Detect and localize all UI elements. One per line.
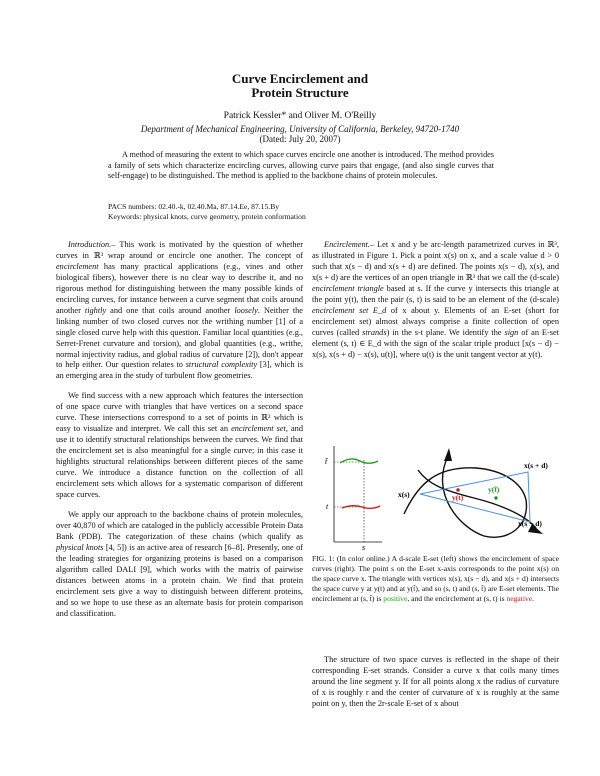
t-label: t xyxy=(326,502,329,511)
text-span: Let x and y be arc-length parametrized curves in ℝ³, as illustrated in Figure 1. Pick a point x(s) on x, and a scale value d > 0 such that x(s − d) and x(s + d) are defined. The points x(s − d), x(s), and x(s + d) are the vertices of an open triangle in ℝ³ that we call the (d-scale) xyxy=(312,240,559,282)
text-span: and one that coils around another xyxy=(106,305,235,315)
text-span: has many practical applications (e.g., vines and other biological fibers), however there is no clear way to describe it, and no rigorous method for distinguishing between the many possible kinds of encircling curves, for instance between a curve segment that coils around another xyxy=(56,261,303,315)
text-span: We apply our approach to the backbone chains of protein molecules, over 40,870 of which are cataloged in the publicly accessible Protein Data Bank (PDB). The categorization of these chains (which qualify as xyxy=(56,509,303,541)
label-x-s: x(s) xyxy=(398,490,410,499)
text-em: loosely xyxy=(234,305,258,315)
positive-word: positive xyxy=(383,594,408,603)
text-em: physical knots xyxy=(56,542,104,552)
text-span: [4, 5]) is an active area of research [6–8]. Presently, one of the leading strategies for organizing proteins is based on a comparison algorithm called DALI [9], which works with the matrix of pairwise distances between atoms in a protein chain. We find that protein encirclement sets give a way to distinguish between different proteins, and so we hope to use these as an alternate basis for protein comparison and classification. xyxy=(56,542,303,618)
text-em: tightly xyxy=(84,305,107,315)
negative-word: negative xyxy=(506,594,533,603)
text-span: of x about y. Elements of an E-set (short for encirclement set) almost always comprise a finite collection of open curves (called xyxy=(312,305,559,337)
label-x-s-plus-d: x(s + d) xyxy=(524,461,548,470)
authors: Patrick Kessler* and Oliver M. O'Reilly xyxy=(223,111,377,121)
encirclement-paragraph-2: The structure of two space curves is reflected in the shape of their corresponding E-set strands. Consider a curve x that coils many times around the line segment y. If for all points along x the radius of curvature of x is roughly r and the center of curvature of x is roughly at the same point on y, then the 2r-scale E-set of x about xyxy=(312,655,559,708)
text-em: sign xyxy=(504,327,519,337)
curve-y xyxy=(404,456,526,537)
curve-y-arrow xyxy=(444,448,452,461)
positive-strand xyxy=(340,459,378,463)
text-span: FIG. 1: (In color online.) A d-scale E-set (left) shows the encirclement of space curves (right). The point s on the E-set x-axis corresponds to the point x(s) on the space curve x. The triangle with vertices x(s), x(s − d), and x(s + d) intersects the space curve y at y(t) and at y(t̃), and so (s, t) and (s, t̃) are E-set elements. The encirclement at (s, t̃) is xyxy=(312,554,559,603)
affiliation: Department of Mechanical Engineering, University of California, Berkeley, 94720-1740 xyxy=(140,124,460,134)
text-em: encirclement set E_d xyxy=(312,305,387,315)
text-span: . xyxy=(532,594,535,603)
dated: (Dated: July 20, 2007) xyxy=(259,134,341,144)
text-span: based at s. If the curve y intersects this triangle at the point y(t), then the pair (s, t) is said to be an element of the (d-scale) xyxy=(312,283,559,304)
text-em: encirclement triangle xyxy=(312,283,384,293)
eset-plot xyxy=(325,446,382,552)
label-x-s-minus-d: x(s − d) xyxy=(518,519,542,528)
text-span: , and the encirclement at (s, t) is xyxy=(407,594,507,603)
right-column-bottom xyxy=(312,655,559,719)
keywords: Keywords: physical knots, curve geometry, protein conformation xyxy=(108,211,306,221)
figure-1 xyxy=(312,440,562,552)
intro-paragraph-3 xyxy=(56,510,303,620)
pacs-block xyxy=(108,202,494,221)
intro-paragraph-2 xyxy=(56,391,303,501)
point-y-ttilde xyxy=(494,496,497,499)
s-label: s xyxy=(362,543,366,552)
text-span: , and use it to identify structural relationships between the curves. We find that the encirclement set is also meaningful for a single curve; in this case it highlights structural relationships between different pieces of the same curve. We introduce a distance function on the collection of all encirclement sets which allows for a systematic comparison of different space curves. xyxy=(56,424,303,499)
encirclement-triangle xyxy=(420,472,530,522)
space-curves xyxy=(398,448,548,537)
intro-paragraph-1 xyxy=(56,240,303,382)
text-span: We find success with a new approach which features the intersection of one space curve with triangles that have vertices on a second space curve. These intersections correspond to a set of points in ℝ² which is easy to visualize and interpret. We call this set an xyxy=(56,391,303,434)
label-y-ttilde: y(t̃) xyxy=(488,485,500,494)
text-span: [3], which is an emerging area in the study of turbulent flow geometries. xyxy=(56,360,303,381)
text-span: . Neither the linking number of two closed curves nor the writhing number [1] of a single closed curve help with this question. Familiar local quantities (e.g., Serret-Frenet curvature and torsion), and global quantities (e.g., writhe, normal injectivity radius, and global radius of curvature [2]), don't appear to help either. Our question relates to xyxy=(56,305,303,370)
intro-lead: Introduction.– xyxy=(68,240,116,249)
title-line-1: Curve Encirclement and xyxy=(231,71,369,86)
ttilde-label: t̃ xyxy=(325,457,328,466)
abstract xyxy=(108,150,494,182)
abstract-text: A method of measuring the extent to which space curves encircle one another is introduced. The method provides a family of sets which characterize encircling curves, allowing curve pairs that engage, (and also single curves that self-engage) to be distinguished. The method is applied to the backbone chains of protein molecules. xyxy=(108,150,494,181)
encirclement-paragraph-1 xyxy=(312,240,559,360)
figure-1-caption xyxy=(312,554,559,604)
left-column xyxy=(56,240,303,628)
title-line-2: Protein Structure xyxy=(251,85,349,100)
text-span: This work is motivated by the question of whether curves in ℝ³ wrap around or encircle one another. The concept of xyxy=(56,240,303,260)
text-em: encirclement xyxy=(56,261,99,271)
pacs-numbers: PACS numbers: 02.40.-k, 02.40.Ma, 87.14.Ee, 87.15.By xyxy=(108,202,280,211)
negative-strand xyxy=(342,506,380,509)
text-span: ) in the s-t plane. We identify the xyxy=(386,327,505,337)
label-y-t: y(t) xyxy=(452,493,464,502)
paper-title xyxy=(0,72,600,100)
text-em: encirclement set xyxy=(231,424,286,434)
text-em: strands xyxy=(362,327,387,337)
encirclement-lead: Encirclement.– xyxy=(324,240,375,249)
point-ys-t xyxy=(456,488,459,491)
right-column-top xyxy=(312,240,559,369)
text-span: of an E-set element (s, t) ∈ E_d with the sign of the scalar triple product [x(s − d) − x(s), x(s + d) − x(s), u(t)], where u(t) is the unit tangent vector at y(t). xyxy=(312,327,559,359)
text-em: structural complexity xyxy=(185,360,258,370)
